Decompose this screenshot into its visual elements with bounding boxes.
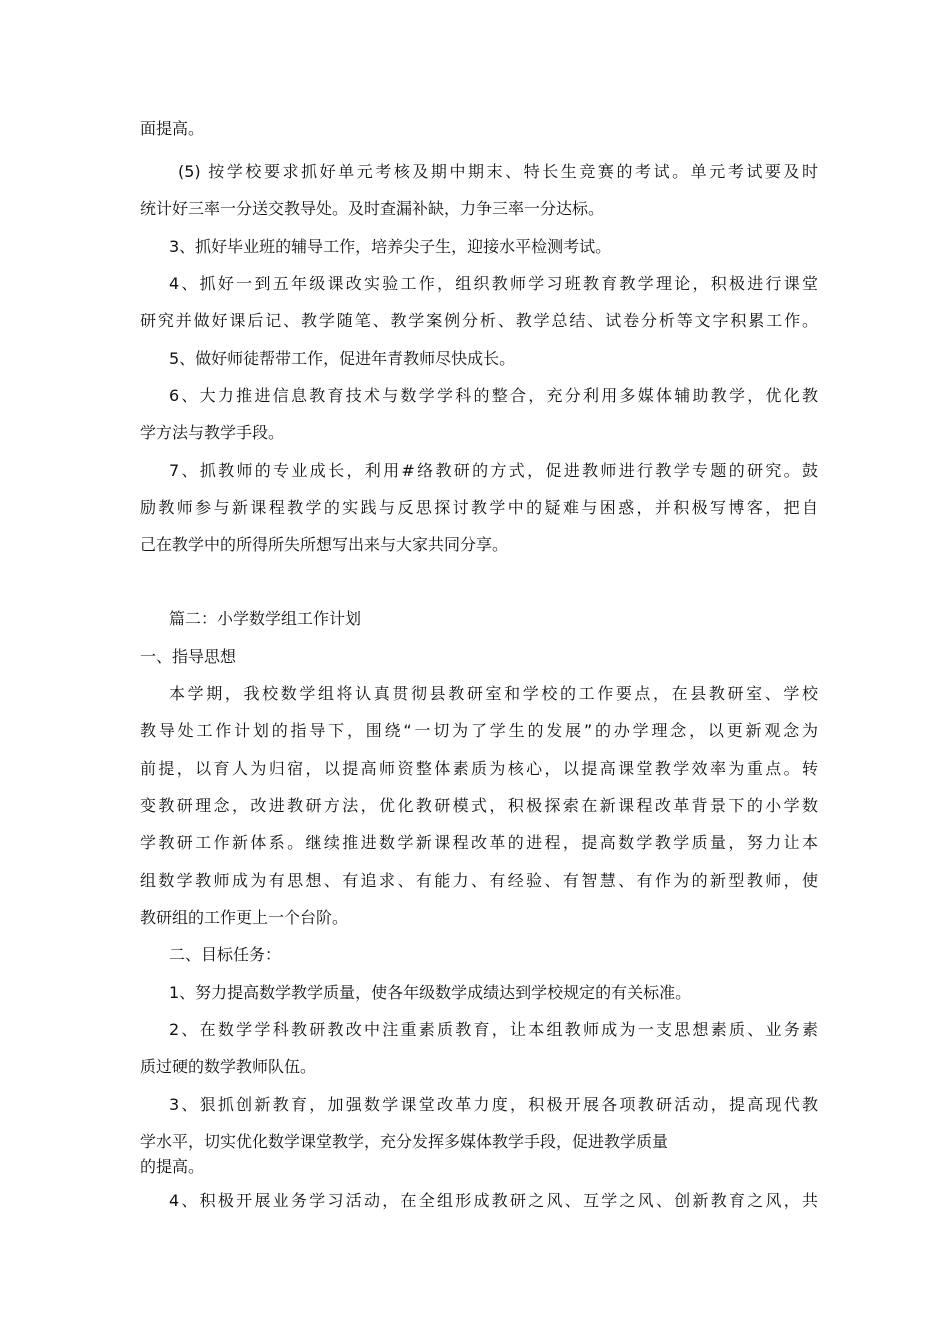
- section-heading: 二、目标任务：: [169, 945, 282, 964]
- text-line: 2、在数学学科教研教改中注重素质教育，让本组教师成为一支思想素质、业务素: [169, 1020, 818, 1039]
- text-line: 7、抓教师的专业成长，利用#络教研的方式，促进教师进行教学专题的研究。鼓: [169, 461, 818, 480]
- text-line: 3、抓好毕业班的辅导工作，培养尖子生，迎接水平检测考试。: [169, 237, 612, 256]
- text-line: 教研组的工作更上一个台阶。: [140, 908, 349, 927]
- text-line: 学水平，切实优化数学课堂教学，充分发挥多媒体教学手段，促进教学质量: [140, 1132, 669, 1151]
- text-line: 教导处工作计划的指导下，围绕“一切为了学生的发展”的办学理念，以更新观念为: [140, 721, 818, 740]
- text-line: 6、大力推进信息教育技术与数学学科的整合，充分利用多媒体辅助教学，优化教: [169, 386, 818, 405]
- text-line: (5) 按学校要求抓好单元考核及期中期末、特长生竞赛的考试。单元考试要及时: [178, 162, 818, 181]
- section-heading: 篇二：小学数学组工作计划: [169, 609, 362, 628]
- text-line: 学教研工作新体系。继续推进数学新课程改革的进程，提高数学教学质量，努力让本: [140, 833, 818, 852]
- text-line: 1、努力提高数学教学质量，使各年级数学成绩达到学校规定的有关标准。: [169, 983, 692, 1002]
- text-line: 3、狠抓创新教育，加强数学课堂改革力度，积极开展各项教研活动，提高现代教: [169, 1095, 818, 1114]
- text-line: 的提高。: [140, 1157, 205, 1176]
- text-line: 组数学教师成为有思想、有追求、有能力、有经验、有智慧、有作为的新型教师，使: [140, 871, 818, 890]
- text-line: 质过硬的数学教师队伍。: [140, 1057, 317, 1076]
- text-line: 5、做好师徒帮带工作，促进年青教师尽快成长。: [169, 349, 516, 368]
- text-line: 统计好三率一分送交教导处。及时查漏补缺，力争三率一分达标。: [140, 199, 605, 218]
- text-line: 学方法与教学手段。: [140, 423, 285, 442]
- section-heading: 一、指导思想: [140, 647, 237, 666]
- text-line: 研究并做好课后记、教学随笔、教学案例分析、教学总结、试卷分析等文字积累工作。: [140, 311, 818, 330]
- text-line: 励教师参与新课程教学的实践与反思探讨教学中的疑难与困惑，并积极写博客，把自: [140, 498, 818, 517]
- text-line: 本学期，我校数学组将认真贯彻县教研室和学校的工作要点，在县教研室、学校: [169, 684, 818, 703]
- text-line: 面提高。: [140, 119, 205, 138]
- text-line: 前提，以育人为归宿，以提高师资整体素质为核心，以提高课堂教学效率为重点。转: [140, 759, 818, 778]
- text-line: 变教研理念，改进教研方法，优化教研模式，积极探索在新课程改革背景下的小学数: [140, 796, 818, 815]
- text-line: 4、积极开展业务学习活动，在全组形成教研之风、互学之风、创新教育之风，共: [169, 1191, 818, 1210]
- text-line: 4、抓好一到五年级课改实验工作，组织教师学习班教育教学理论，积极进行课堂: [169, 274, 818, 293]
- text-line: 己在教学中的所得所失所想写出来与大家共同分享。: [140, 535, 509, 554]
